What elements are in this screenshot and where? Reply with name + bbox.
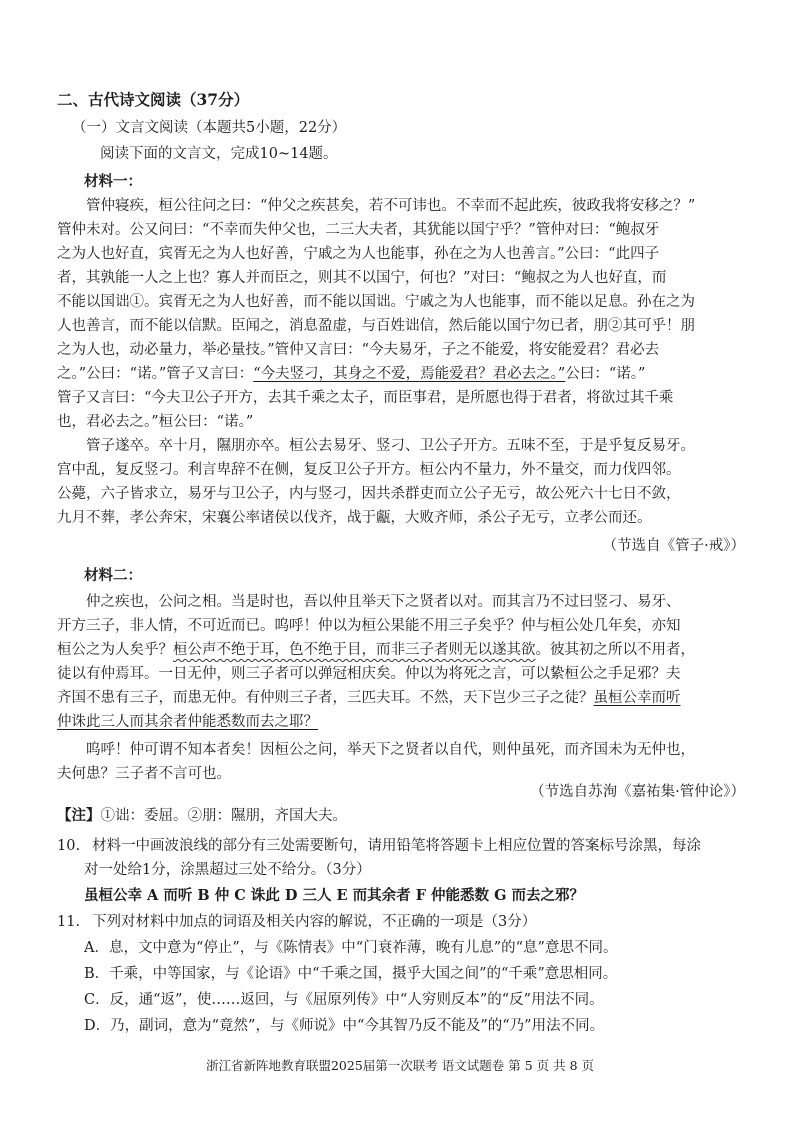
- material1-line8-suffix: 公曰：“诺。”: [565, 366, 646, 382]
- material2-line-with-wavy: [0, 638, 800, 662]
- material2-label: 材料二：: [84, 567, 142, 584]
- note-text: ①诎：委屈。②朋：隰朋，齐国大夫。: [100, 808, 347, 824]
- material2-line: 徒以有仲焉耳。一日无仲，则三子者可以弹冠相庆矣。仲以为将死之言，可以絷桓公之手足邪？夫: [57, 666, 681, 682]
- material2-line: 夫何患？三子者不言可也。: [57, 766, 231, 782]
- underlined-sentence: 虽桓公幸而听: [593, 690, 681, 706]
- answer-option-a: A．息，文中意为“停止”，与《陈情表》中“门衰祚薄，晚有儿息”的“息”意思不同。: [84, 940, 618, 956]
- question-10: [0, 834, 800, 858]
- material1-line: 也，君必去之。”桓公曰：“诺。”: [57, 414, 254, 430]
- material1-line: 之为人也好直，宾胥无之为人也好善，宁戚之为人也能事，孙在之为人也善言。”公曰：“此四子: [57, 246, 660, 262]
- material1-line: 管子遂卒。卒十月，隰朋亦卒。桓公去易牙、竖刁、卫公子开方。五味不至，于是乎复反易牙。: [86, 438, 695, 454]
- material1-line: 不能以国诎①。宾胥无之为人也好善，而不能以国诎。宁戚之为人也能事，而不能以足息。孙在之为: [57, 294, 695, 310]
- question-number: 10.: [57, 838, 81, 854]
- material2-line5-prefix: 齐国不患有三子，而患无仲。有仲则三子者，三匹夫耳。不然，天下岂少三子之徒？: [57, 690, 594, 706]
- material1-line: 宫中乱，复反竖刁。利言卑辞不在侧，复反卫公子开方。桓公内不量力，外不量交，而力伐四邻。: [57, 462, 681, 478]
- material1-line: 九月不葬，孝公奔宋，宋襄公率诸侯以伐齐，战于甗，大败齐师，杀公子无亏，立孝公而还。: [57, 510, 652, 526]
- material1-line8-prefix: 之。”公曰：“诺。”管子又言曰：: [57, 366, 254, 382]
- material2-line: 呜呼！仲可谓不知本者矣！因桓公之问，举天下之贤者以自代，则仲虽死，而齐国未为无仲也，: [86, 742, 695, 758]
- section-title: 二、古代诗文阅读（37分）: [57, 90, 250, 109]
- material2-line: 开方三子，非人情，不可近而已。呜呼！仲以为桓公果能不用三子矣乎？仲与桓公处几年矣，亦知: [57, 618, 681, 634]
- note-label: 【注】: [57, 807, 101, 824]
- material2-line: 仲之疾也，公问之相。当是时也，吾以仲且举天下之贤者以对。而其言乃不过曰竖刁、易牙、: [86, 594, 681, 610]
- question-text: 下列对材料中加点的词语及相关内容的解说，不正确的一项是（3分）: [92, 914, 537, 930]
- material1-line: 管仲寝疾，桓公往问之曰：“仲父之疾甚矣，若不可讳也。不幸而不起此疾，彼政我将安移之？”: [86, 198, 696, 214]
- material1-line: 者，其孰能一人之上也？寡人并而臣之，则其不以国宁，何也？”对曰：“鲍叔之为人也好直，而: [57, 270, 667, 286]
- material1-line: 人也善言，而不能以信默。臣闻之，消息盈虚，与百姓诎信，然后能以国宁勿已者，朋②其可乎！朋: [57, 318, 695, 334]
- material1-label: 材料一：: [84, 173, 142, 190]
- material1-line: 管子又言曰：“今夫卫公子开方，去其千乘之太子，而臣事君，是所愿也得于君者，将欲过其千乘: [57, 390, 674, 406]
- page-footer: 浙江省新阵地教育联盟2025届第一次联考 语文试题卷 第 5 页 共 8 页: [205, 1058, 595, 1073]
- material1-source: （节选自《管子·戒》）: [602, 538, 745, 554]
- material1-line: 公薨，六子皆求立，易牙与卫公子，内与竖刁，因共杀群吏而立公子无亏，故公死六十七日不敛，: [57, 486, 681, 502]
- question-11: [0, 910, 800, 934]
- material1-line: 管仲未对。公又问曰：“不幸而失仲父也，二三大夫者，其犹能以国宁乎？”管仲对曰：“鲍叔牙: [57, 222, 660, 238]
- answer-option-c: C．反，通“返”，使……返回，与《屈原列传》中“人穷则反本”的“反”用法不同。: [84, 992, 604, 1008]
- answer-option-d: D．乃，副词，意为“竟然”，与《师说》中“今其智乃反不能及”的“乃”用法不同。: [84, 1018, 605, 1034]
- question-number: 11.: [57, 914, 81, 930]
- material2-line-with-underline: [0, 710, 800, 734]
- material2-line3-suffix: 。彼其初之所以不用者，: [535, 642, 695, 658]
- answer-option-b: B．千乘，中等国家，与《论语》中“千乘之国，摄乎大国之间”的“千乘”意思相同。: [84, 966, 618, 982]
- material2-source: （节选自苏洵《嘉祐集·管仲论》）: [530, 784, 745, 800]
- material2-line3-prefix: 桓公之为人矣乎？: [57, 642, 173, 658]
- material2-line-with-underline: [0, 686, 800, 710]
- underlined-sentence: 仲诛此三人而其余者仲能悉数而去之耶？: [57, 714, 318, 730]
- subsection-title: （一）文言文阅读（本题共5小题，22分）: [72, 120, 347, 136]
- material1-line-with-underline: [0, 362, 800, 386]
- question-text: 材料一中画波浪线的部分有三处需要断句，请用铅笔将答题卡上相应位置的答案标号涂黑，每涂: [92, 838, 702, 854]
- annotation-note: [0, 804, 800, 828]
- underlined-sentence: “今夫竖刁，其身之不爱，焉能爱君？君必去之。”: [253, 366, 566, 382]
- wavy-underlined-sentence: 桓公声不绝于耳，色不绝于目，而非三子者则无以遂其欲: [173, 642, 536, 658]
- question-10-options: 虽桓公幸 A 而听 B 仲 C 诛此 D 三人 E 而其余者 F 仲能悉数 G 而去之邪？: [84, 887, 585, 904]
- question-10-line2: 对一处给1分，涂黑超过三处不给分。（3分）: [84, 862, 371, 878]
- material1-line: 之为人也，动必量力，举必量技。”管仲又言曰：“今夫易牙，子之不能爱，将安能爱君？君必去: [57, 342, 660, 358]
- reading-instruction: 阅读下面的文言文，完成10~14题。: [100, 146, 338, 162]
